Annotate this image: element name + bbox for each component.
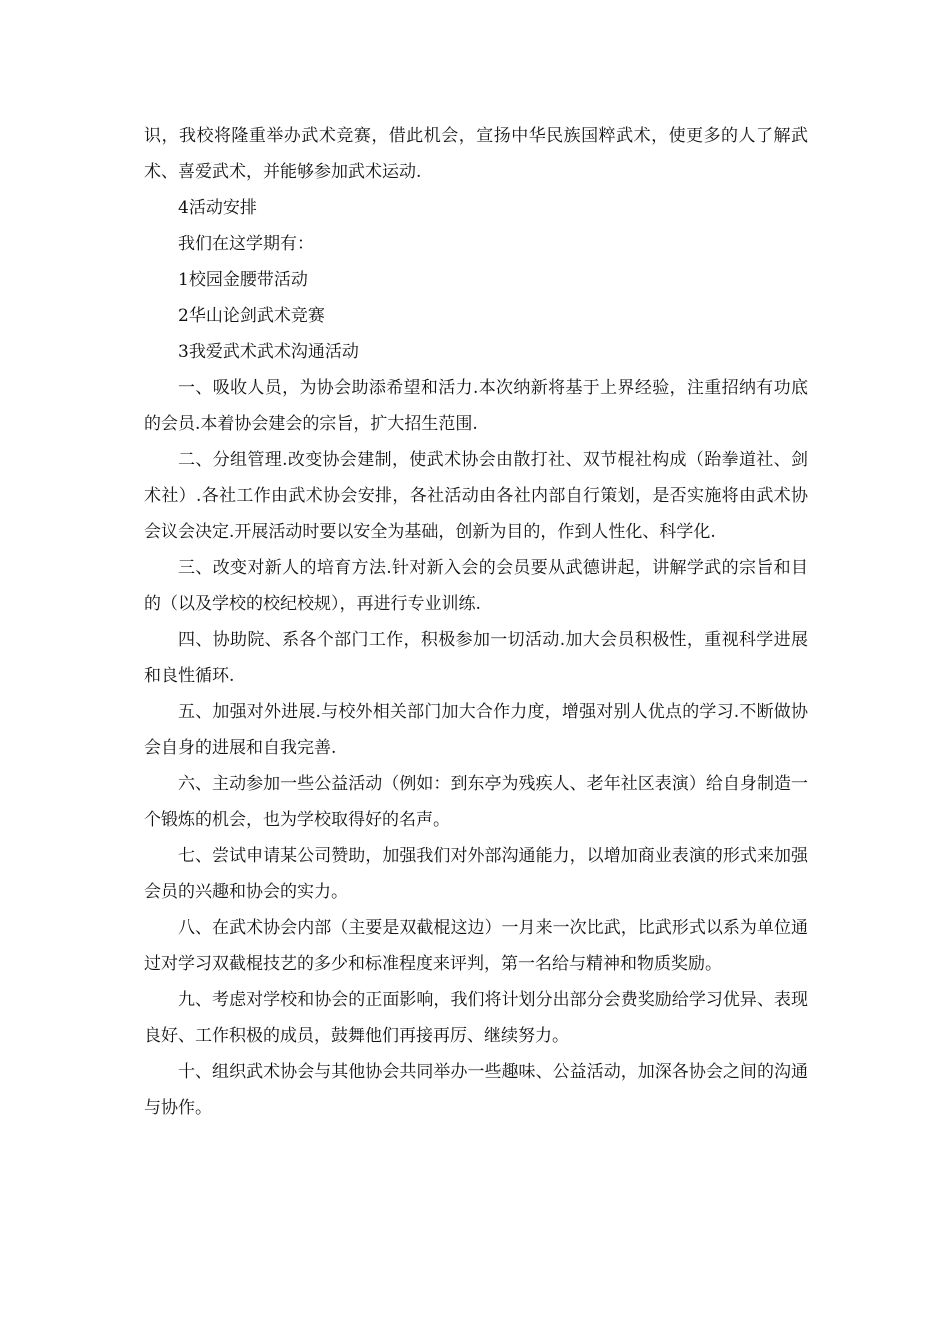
- section-heading-activity-arrangement: 4活动安排: [178, 198, 257, 218]
- paragraph-item-7: 七、尝试申请某公司赞助，加强我们对外部沟通能力，以增加商业表演的形式来加强会员的兴趣和协会的实力。: [144, 846, 808, 902]
- document-body: [144, 118, 808, 1126]
- paragraph-item-5: 五、加强对外进展.与校外相关部门加大合作力度，增强对别人优点的学习.不断做协会自身的进展和自我完善.: [144, 702, 808, 758]
- paragraph-item-6: 六、主动参加一些公益活动（例如：到东亭为残疾人、老年社区表演）给自身制造一个锻炼的机会，也为学校取得好的名声。: [144, 774, 808, 830]
- paragraph-item-3: 三、改变对新人的培育方法.针对新入会的会员要从武德讲起，讲解学武的宗旨和目的（以及学校的校纪校规），再进行专业训练.: [144, 558, 808, 614]
- paragraph-item-10: 十、组织武术协会与其他协会共同举办一些趣味、公益活动，加深各协会之间的沟通与协作。: [144, 1062, 808, 1118]
- list-item-activity-2: 2华山论剑武术竞赛: [178, 306, 325, 326]
- paragraph-item-2: 二、分组管理.改变协会建制，使武术协会由散打社、双节棍社构成（跆拳道社、剑术社）.各社工作由武术协会安排，各社活动由各社内部自行策划，是否实施将由武术协会议会决定.开展活动时要以安全为基础，创新为目的，作到人性化、科学化.: [144, 450, 808, 542]
- paragraph-item-1: 一、吸收人员，为协会助添希望和活力.本次纳新将基于上界经验，注重招纳有功底的会员.本着协会建会的宗旨，扩大招生范围.: [144, 378, 808, 434]
- list-item-activity-1: 1校园金腰带活动: [178, 270, 308, 290]
- paragraph-item-4: 四、协助院、系各个部门工作，积极参加一切活动.加大会员积极性，重视科学进展和良性循环.: [144, 630, 808, 686]
- paragraph-semester-intro: 我们在这学期有：: [178, 234, 314, 254]
- paragraph-item-9: 九、考虑对学校和协会的正面影响，我们将计划分出部分会费奖励给学习优异、表现良好、工作积极的成员，鼓舞他们再接再厉、继续努力。: [144, 990, 808, 1046]
- paragraph-item-8: 八、在武术协会内部（主要是双截棍这边）一月来一次比武，比武形式以系为单位通过对学习双截棍技艺的多少和标准程度来评判，第一名给与精神和物质奖励。: [144, 918, 808, 974]
- list-item-activity-3: 3我爱武术武术沟通活动: [178, 342, 359, 362]
- paragraph-intro-continuation: 识，我校将隆重举办武术竞赛，借此机会，宣扬中华民族国粹武术，使更多的人了解武术、喜爱武术，并能够参加武术运动.: [144, 126, 808, 182]
